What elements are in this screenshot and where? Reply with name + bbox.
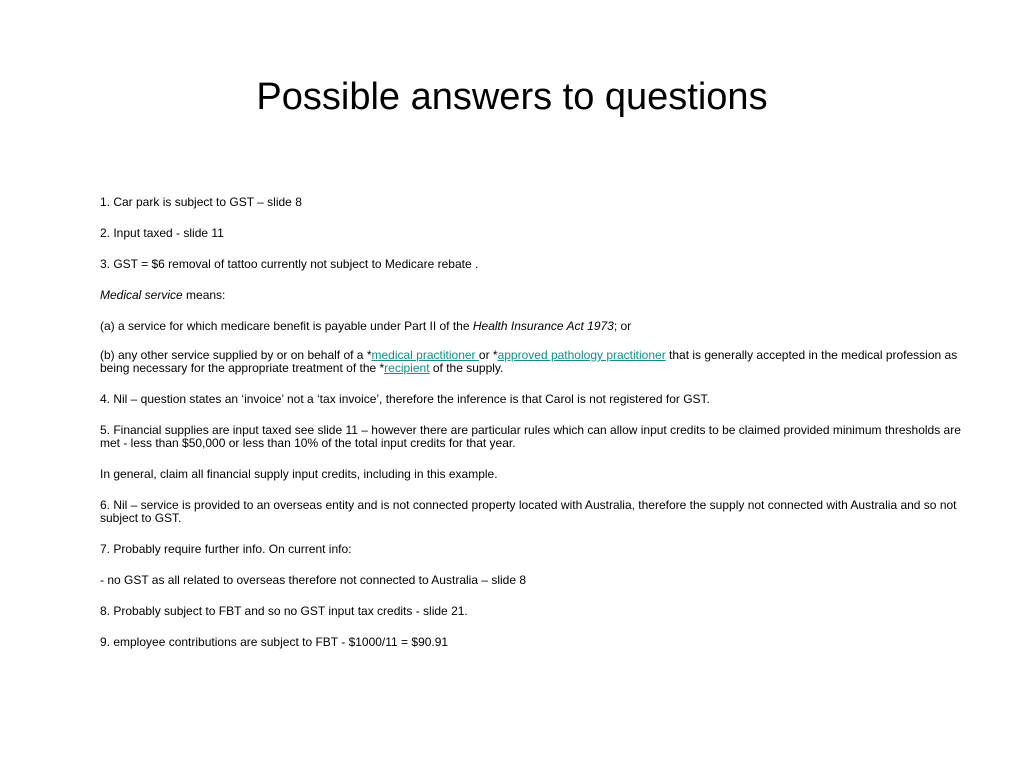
answer-7-detail: - no GST as all related to overseas therefore not connected to Australia – slide 8 xyxy=(100,573,527,587)
definition-term: Medical service xyxy=(100,288,183,302)
definition-part-b-text-4: of the supply. xyxy=(429,361,504,375)
answer-5: 5. Financial supplies are input taxed see slide 11 – however there are particular rules which can allow input credits to be claimed provided minimum thresholds are met - less than $50,000 or less than 10% of the total input credits for that year. xyxy=(100,423,961,450)
act-name: Health Insurance Act 1973 xyxy=(472,319,614,333)
slide-body xyxy=(100,196,962,667)
definition-part-b-text-3: that is generally accepted in the medical profession as being necessary for the appropriate treatment of the * xyxy=(100,348,958,375)
answer-9: 9. employee contributions are subject to FBT - $1000/11 = $90.91 xyxy=(100,635,449,649)
answer-7: 7. Probably require further info. On current info: xyxy=(100,542,352,556)
definition-heading xyxy=(100,289,962,302)
definition-part-a xyxy=(100,320,962,333)
answer-5-note: In general, claim all financial supply input credits, including in this example. xyxy=(100,467,498,481)
definition-part-a-text: (a) a service for which medicare benefit is payable under Part II of the xyxy=(100,319,473,333)
answer-6: 6. Nil – service is provided to an overseas entity and is not connected property located with Australia, therefore the supply not connected with Australia and so not subject to GST. xyxy=(100,498,957,525)
definition-part-b xyxy=(100,349,962,375)
answer-2: 2. Input taxed - slide 11 xyxy=(100,226,224,240)
answer-8: 8. Probably subject to FBT and so no GST input tax credits - slide 21. xyxy=(100,604,468,618)
recipient-link[interactable]: recipient xyxy=(384,361,430,375)
definition-part-b-text-2: or * xyxy=(478,348,498,362)
approved-pathology-practitioner-link[interactable]: approved pathology practitioner xyxy=(497,348,666,362)
slide-title: Possible answers to questions xyxy=(256,76,768,118)
definition-part-b-text-1: (b) any other service supplied by or on behalf of a * xyxy=(100,348,372,362)
definition-means: means: xyxy=(182,288,226,302)
answer-4: 4. Nil – question states an ‘invoice’ not a ‘tax invoice’, therefore the inference is that Carol is not registered for GST. xyxy=(100,392,710,406)
medical-practitioner-link[interactable]: medical practitioner xyxy=(371,348,479,362)
answer-3: 3. GST = $6 removal of tattoo currently not subject to Medicare rebate . xyxy=(100,257,479,271)
definition-part-a-end: ; or xyxy=(613,319,632,333)
answer-1: 1. Car park is subject to GST – slide 8 xyxy=(100,195,302,209)
